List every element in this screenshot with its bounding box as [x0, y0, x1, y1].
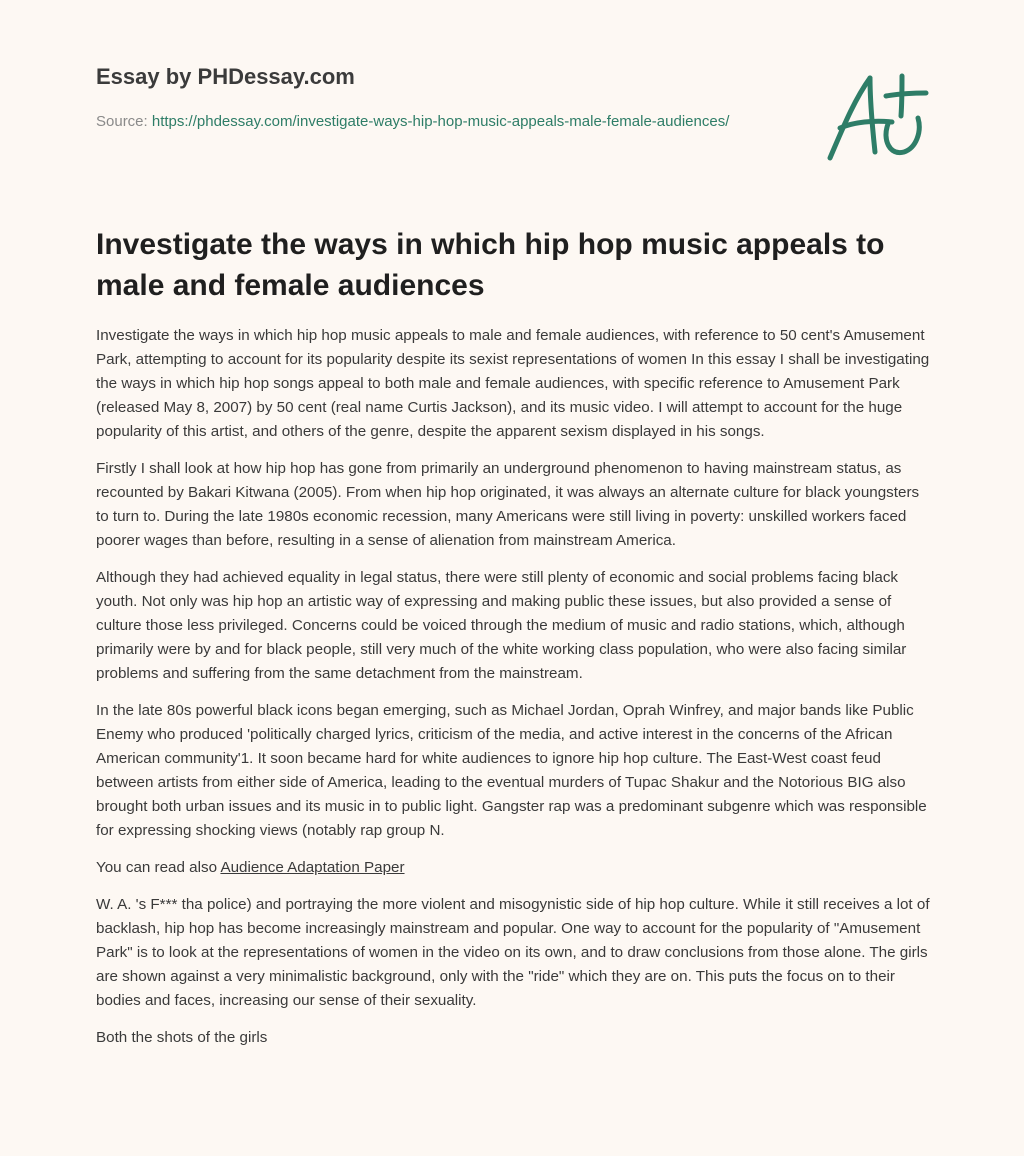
- body-paragraph: Although they had achieved equality in legal status, there were still plenty of economic and social problems facing black youth. Not only was hip hop an artistic way of expressing and making public these issues, but also provided a sense of culture those less privileged. Concerns could be voiced through the medium of music and radio stations, which, although primarily were by and for black people, still very much of the white working class population, who were also facing similar problems and suffering from the same detachment from the mainstream.: [96, 569, 907, 682]
- body-paragraph: Both the shots of the girls: [96, 1029, 268, 1046]
- body-paragraph: Investigate the ways in which hip hop music appeals to male and female audiences, with reference to 50 cent's Amusement Park, attempting to account for its popularity despite its sexist representations of women In this essay I shall be investigating the ways in which hip hop songs appeal to both male and female audiences, with specific reference to Amusement Park (released May 8, 2007) by 50 cent (real name Curtis Jackson), and its music video. I will attempt to account for the huge popularity of this artist, and others of the genre, despite the apparent sexism displayed in his songs.: [96, 327, 930, 440]
- read-also-prefix: You can read also: [96, 859, 218, 876]
- read-also-link[interactable]: Audience Adaptation Paper: [220, 859, 405, 876]
- source-link[interactable]: https://phdessay.com/investigate-ways-hip-hop-music-appeals-male-female-audiences/: [151, 113, 730, 130]
- article-title: Investigate the ways in which hip hop music appeals to male and female audiences: [96, 228, 885, 302]
- read-also-line: [96, 856, 932, 880]
- a-plus-logo-icon: [818, 66, 934, 166]
- source-label: Source:: [96, 113, 148, 130]
- body-paragraph: Firstly I shall look at how hip hop has gone from primarily an underground phenomenon to having mainstream status, as recounted by Bakari Kitwana (2005). From when hip hop originated, it was always an alternate culture for black youngsters to turn to. During the late 1980s economic recession, many Americans were still living in poverty: unskilled workers faced poorer wages than before, resulting in a sense of alienation from mainstream America.: [96, 460, 920, 549]
- article-body: [96, 324, 932, 1063]
- source-line: [96, 110, 756, 134]
- body-paragraph: In the late 80s powerful black icons began emerging, such as Michael Jordan, Oprah Winfrey, and major bands like Public Enemy who produced 'politically charged lyrics, criticism of the media, and active interest in the concerns of the African American community'1. It soon became hard for white audiences to ignore hip hop culture. The East-West coast feud between artists from either side of America, leading to the eventual murders of Tupac Shakur and the Notorious BIG also brought both urban issues and its music in to public light. Gangster rap was a predominant subgenre which was responsible for expressing shocking views (notably rap group N.: [96, 702, 927, 839]
- site-brand: Essay by PHDessay.com: [96, 64, 355, 89]
- body-paragraph: W. A. 's F*** tha police) and portraying the more violent and misogynistic side of hip hop culture. While it still receives a lot of backlash, hip hop has become increasingly mainstream and popular. One way to account for the popularity of "Amusement Park" is to look at the representations of women in the video on its own, and to draw conclusions from those alone. The girls are shown against a very minimalistic background, only with the "ride" which they are on. This puts the focus on to their bodies and faces, increasing our sense of their sexuality.: [96, 896, 930, 1009]
